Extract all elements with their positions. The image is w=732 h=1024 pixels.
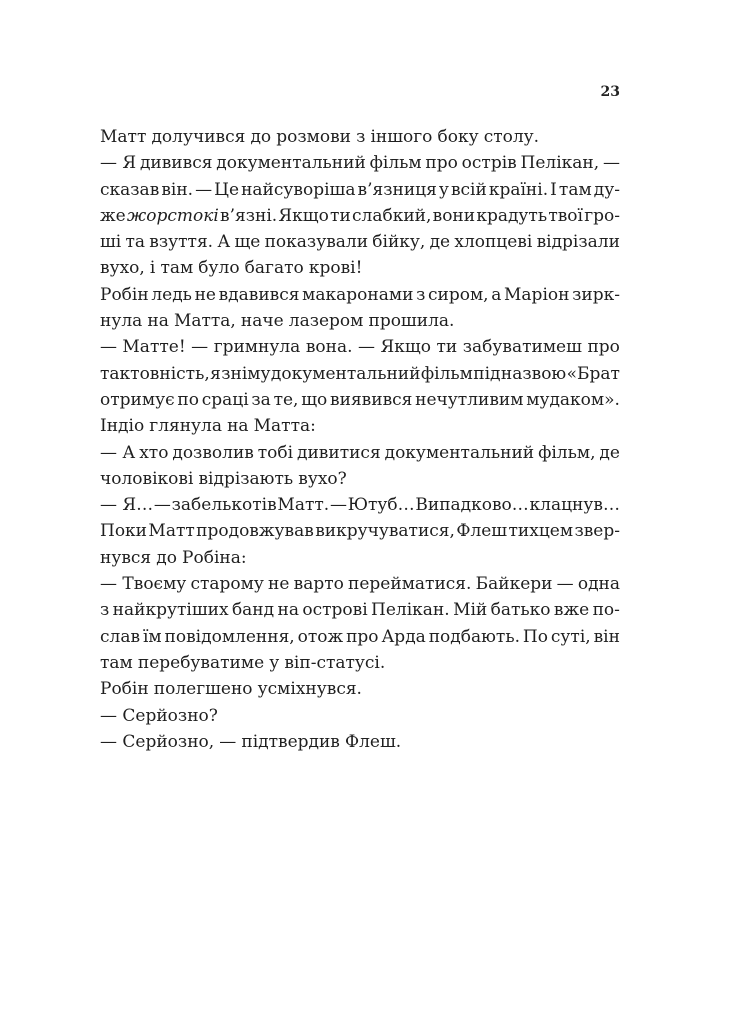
word: по- (592, 600, 620, 621)
word: слав (100, 626, 141, 647)
word: виявився (330, 389, 413, 410)
word: — (191, 337, 209, 358)
word: — Матте! (100, 337, 186, 358)
word: в’язниця (357, 179, 437, 200)
word: усміхнувся. (257, 679, 362, 700)
word: острів (461, 153, 517, 174)
word: По (522, 626, 548, 647)
word: наче (240, 311, 284, 332)
text-line (100, 361, 620, 387)
word: Ютуб… (347, 495, 415, 516)
word: мудаком». (526, 389, 620, 410)
word: з (416, 284, 426, 305)
text-line (100, 308, 620, 334)
word: звер- (574, 521, 620, 542)
word: документальний (270, 363, 421, 384)
word: батько (490, 600, 551, 621)
word: про (587, 337, 620, 358)
word: вже (553, 600, 590, 621)
word: він (593, 626, 620, 647)
word: забелькотів (171, 495, 277, 516)
word: Пелікан, (520, 153, 600, 174)
word: документальний (384, 442, 535, 463)
word: іншого (370, 127, 433, 147)
word: де (599, 442, 620, 463)
word: розмови (276, 127, 351, 147)
word: отримує (100, 389, 175, 410)
word: взуття. (149, 232, 214, 253)
word: Якщо (380, 337, 431, 358)
word: твої (548, 205, 583, 226)
word: сраці (201, 389, 249, 410)
word: де (429, 232, 451, 253)
text-line (100, 387, 620, 413)
word: у (438, 179, 449, 200)
word: — (329, 495, 347, 516)
word: долучився (151, 127, 246, 147)
word: країні. (488, 179, 549, 200)
word: крадуть (476, 205, 548, 226)
word: їм (142, 626, 162, 647)
word: до (156, 547, 177, 568)
word: хлопцеві (454, 232, 533, 253)
word: про (425, 153, 458, 174)
word: Маріон (504, 284, 570, 305)
word: слабкий, (352, 205, 432, 226)
word: повідомлення, (164, 626, 295, 647)
word: та (125, 232, 146, 253)
word: підтвердив (241, 731, 340, 752)
word: багато (244, 258, 304, 279)
text-line (100, 729, 620, 755)
word: Матт. (277, 495, 330, 516)
word: ти (330, 205, 351, 226)
word: фільм (420, 363, 473, 384)
text-line (100, 492, 620, 518)
word: найкрутіших (112, 600, 229, 621)
word: Матт (100, 127, 147, 147)
word: ші (100, 232, 122, 253)
text-line (100, 466, 620, 492)
word: старому (190, 574, 264, 595)
word: Мій (453, 600, 488, 621)
text-line (100, 413, 620, 439)
word: було (198, 258, 240, 279)
word: нечутливим (415, 389, 524, 410)
text-line (100, 203, 620, 229)
word: — Серйозно, (100, 731, 215, 752)
word: те, (273, 389, 299, 410)
word: — (195, 179, 213, 200)
word: Флеш (456, 521, 508, 542)
word: там (558, 179, 592, 200)
word: показували (264, 232, 369, 253)
word: продовжував (196, 521, 314, 542)
word: у (269, 652, 280, 673)
word: викручуватися, (315, 521, 455, 542)
word: — Твоєму (100, 574, 187, 595)
word: і (149, 258, 156, 279)
word: Матт (148, 521, 195, 542)
word: чоловікові (100, 468, 194, 489)
word: документальний (216, 153, 366, 174)
word: Поки (100, 521, 148, 542)
word: вдавився (218, 284, 300, 305)
word: там (160, 258, 194, 279)
word: дозволив (172, 442, 254, 463)
word: жорстокі (126, 205, 219, 226)
word: Пелікан. (371, 600, 450, 621)
word: фільм, (538, 442, 596, 463)
word: — Я (100, 153, 137, 174)
page-number: 23 (600, 84, 620, 100)
word: що (301, 389, 328, 410)
word: відрізають (198, 468, 294, 489)
word: я (210, 363, 221, 384)
text-line (100, 545, 620, 571)
word: варто (293, 574, 344, 595)
word: сиром, (427, 284, 489, 305)
word: найсуворіша (241, 179, 356, 200)
word: Матта, (173, 311, 236, 332)
word: «Брат (566, 363, 620, 384)
word: тактовність, (100, 363, 210, 384)
word: сказав (100, 179, 160, 200)
word: прошила. (368, 311, 455, 332)
text-line (100, 650, 620, 676)
word: він. (161, 179, 194, 200)
word: на (277, 600, 299, 621)
word: же (100, 205, 126, 226)
text-line (100, 282, 620, 308)
word: макаронами (302, 284, 414, 305)
text-line (100, 571, 620, 597)
word: хто (139, 442, 169, 463)
word: вони (432, 205, 476, 226)
word: там (100, 652, 133, 673)
word: не (194, 284, 216, 305)
word: ледь (151, 284, 192, 305)
word: ще (234, 232, 261, 253)
text-line (100, 518, 620, 544)
word: про (346, 626, 379, 647)
word: — Серйозно? (100, 705, 218, 726)
word: тобі (257, 442, 294, 463)
word: фільм (369, 153, 422, 174)
word: — Я… (100, 495, 154, 516)
word: відрізали (536, 232, 620, 253)
word: — (219, 731, 237, 752)
word: вухо, (100, 258, 145, 279)
word: дивитися (297, 442, 381, 463)
word: — А (100, 442, 136, 463)
word: І (550, 179, 557, 200)
text-line (100, 124, 620, 150)
word: А (217, 232, 231, 253)
word: Арда (381, 626, 426, 647)
word: ду- (593, 179, 620, 200)
word: в’язні. (220, 205, 278, 226)
word: отож (297, 626, 344, 647)
text-line (100, 624, 620, 650)
word: глянула (149, 416, 222, 437)
word: не (268, 574, 290, 595)
word: під (473, 363, 501, 384)
word: крові! (308, 258, 363, 279)
word: столу. (483, 127, 540, 147)
word: перебуватиме (137, 652, 265, 673)
word: на (227, 416, 249, 437)
word: забуватимеш (462, 337, 582, 358)
word: ти (436, 337, 458, 358)
text-line (100, 334, 620, 360)
word: банд (231, 600, 275, 621)
word: вухо? (298, 468, 347, 489)
word: вона. (305, 337, 353, 358)
word: клацнув… (529, 495, 620, 516)
word: дивився (139, 153, 213, 174)
word: — (602, 153, 620, 174)
text-line (100, 676, 620, 702)
word: подбають. (428, 626, 520, 647)
word: нувся (100, 547, 152, 568)
word: Матта: (253, 416, 316, 437)
word: віп-статусі. (284, 652, 386, 673)
text-line (100, 255, 620, 281)
word: тихцем (508, 521, 574, 542)
word: Байкери (475, 574, 553, 595)
word: назвою (500, 363, 567, 384)
text-line (100, 440, 620, 466)
word: зніму (221, 363, 271, 384)
text-line (100, 597, 620, 623)
word: одна (577, 574, 620, 595)
word: Індіо (100, 416, 145, 437)
word: Випадково… (415, 495, 529, 516)
word: Робін (100, 679, 149, 700)
word: нула (100, 311, 143, 332)
word: гро- (584, 205, 620, 226)
word: полегшено (153, 679, 253, 700)
word: на (147, 311, 169, 332)
word: Флеш. (344, 731, 402, 752)
text-line (100, 703, 620, 729)
word: гримнула (213, 337, 301, 358)
word: острові (302, 600, 368, 621)
text-line (100, 177, 620, 203)
body-text (100, 124, 620, 755)
text-line (100, 150, 620, 176)
word: — (153, 495, 171, 516)
word: Це (214, 179, 240, 200)
word: з (100, 600, 110, 621)
word: боку (437, 127, 479, 147)
word: з (356, 127, 366, 147)
word: за (251, 389, 271, 410)
word: бійку, (372, 232, 426, 253)
word: а (491, 284, 502, 305)
word: Робіна: (182, 547, 247, 568)
word: — (556, 574, 574, 595)
word: всій (450, 179, 487, 200)
word: по (177, 389, 199, 410)
word: Робін (100, 284, 149, 305)
word: перейматися. (348, 574, 472, 595)
word: до (250, 127, 272, 147)
word: суті, (550, 626, 591, 647)
word: — (358, 337, 376, 358)
word: Якщо (278, 205, 329, 226)
word: зирк- (572, 284, 620, 305)
text-line (100, 229, 620, 255)
word: лазером (288, 311, 364, 332)
